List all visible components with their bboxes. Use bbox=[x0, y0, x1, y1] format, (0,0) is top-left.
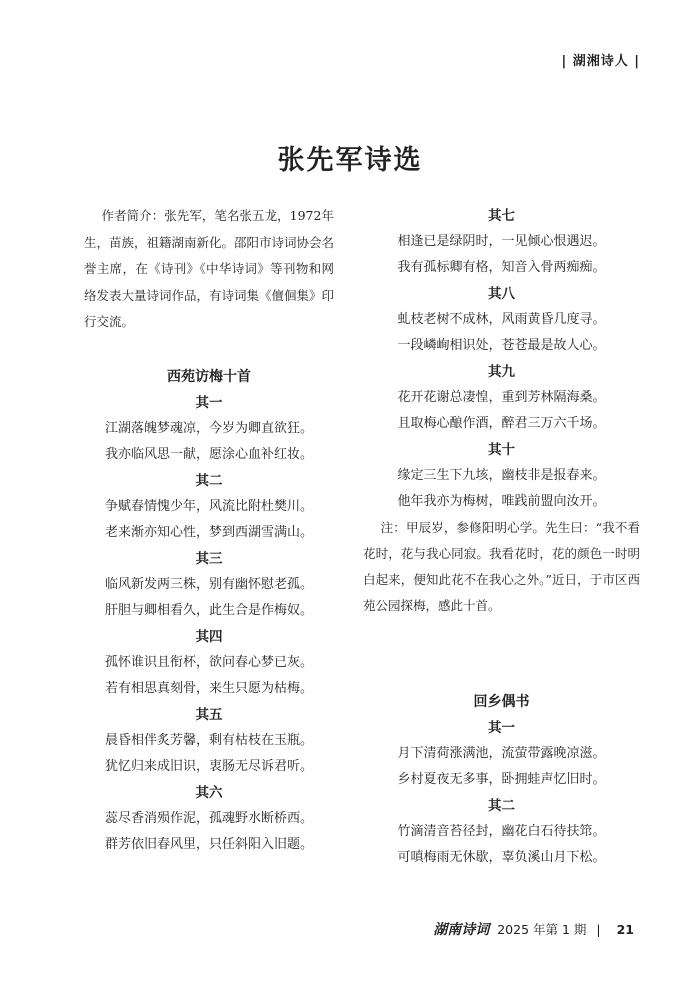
poem-line: 群芳依旧春风里，只任斜阳入旧题。 bbox=[104, 836, 313, 852]
right-column bbox=[363, 203, 640, 871]
series-title: 回乡偶书 bbox=[473, 694, 530, 710]
poem-line: 相逢已是绿阴时，一见倾心恨遇迟。 bbox=[397, 234, 606, 249]
poem-number: 其四 bbox=[195, 628, 223, 645]
poem-line: 犹忆归来成旧识，衷肠无尽诉君听。 bbox=[104, 758, 313, 774]
poem-line: 临风新发两三株，别有幽怀慰老孤。 bbox=[104, 576, 313, 592]
issue-label: 2025 年第 1 期 bbox=[497, 922, 587, 937]
author-intro-text: 作者简介：张先军，笔名张五龙，1972年生，苗族，祖籍湖南新化。邵阳市诗词协会名誉主席，在《诗刊》《中华诗词》等刊物和网络发表大量诗词作品，有诗词集《儃佪集》印行交流。 bbox=[84, 208, 335, 329]
left-column bbox=[84, 203, 334, 858]
series-title: 西苑访梅十首 bbox=[167, 368, 251, 385]
poem-line: 晨昏相伴炙芳馨，剩有枯枝在玉瓶。 bbox=[104, 732, 313, 748]
author-intro bbox=[84, 203, 334, 336]
footer-divider: | bbox=[596, 922, 601, 937]
poem-line: 我亦临风思一献，愿涂心血补红妆。 bbox=[104, 446, 313, 462]
poem-line: 乡村夏夜无多事，卧拥蛙声忆旧时。 bbox=[397, 772, 606, 787]
poem-line: 蕊尽香消殒作泥，孤魂野水断桥西。 bbox=[104, 810, 313, 826]
poem-line: 竹滴清音苔径封，幽花白石待扶筇。 bbox=[397, 824, 606, 839]
poem-line: 虬枝老树不成林，风雨黄昏几度寻。 bbox=[397, 312, 606, 327]
poem-number: 其一 bbox=[195, 394, 223, 411]
section-tag: | 湖湘诗人 | bbox=[561, 54, 640, 69]
poem-line: 且取梅心酿作酒，醉君三万六千场。 bbox=[397, 416, 606, 431]
poem-line: 肝胆与卿相看久，此生合是作梅奴。 bbox=[104, 602, 313, 618]
poem-line: 江湖落魄梦魂凉，今岁为卿直欲狂。 bbox=[104, 420, 313, 436]
poem-line: 花开花谢总凄惶，重到芳林隔海桑。 bbox=[397, 390, 606, 405]
magazine-logo: 湖南诗词 bbox=[433, 922, 490, 938]
poem-number: 其九 bbox=[488, 364, 515, 380]
page-footer bbox=[433, 919, 634, 939]
poem-line: 一段嶙峋相识处，苍苍最是故人心。 bbox=[397, 338, 606, 353]
poem-number: 其七 bbox=[488, 208, 515, 224]
poem-number: 其十 bbox=[488, 442, 515, 458]
poem-line: 争赋春情愧少年，风流比附杜樊川。 bbox=[104, 498, 313, 514]
poem-line: 他年我亦为梅树，唯践前盟向汝开。 bbox=[397, 494, 606, 509]
poem-note bbox=[363, 515, 640, 619]
poem-number: 其二 bbox=[195, 472, 223, 489]
page-title: 张先军诗选 bbox=[277, 145, 423, 176]
poem-number: 其三 bbox=[195, 550, 223, 567]
poem-line: 我有孤标卿有格，知音入骨两痴痴。 bbox=[397, 260, 606, 275]
poem-number: 其六 bbox=[195, 784, 223, 801]
poem-number: 其五 bbox=[195, 706, 223, 723]
page-number: 21 bbox=[616, 922, 634, 937]
poem-line: 孤怀谁识且衔杯，欲问春心梦已灰。 bbox=[104, 654, 313, 670]
poem-line: 月下清荷涨满池，流萤带露晚凉滋。 bbox=[397, 746, 606, 761]
poem-number: 其二 bbox=[488, 798, 515, 814]
poem-note-text: 注：甲辰岁，参修阳明心学。先生曰：“我不看花时，花与我心同寂。我看花时，花的颜色一时明白起来，便知此花不在我心之外。”近日，于市区西苑公园探梅，感此十首。 bbox=[363, 520, 640, 613]
poem-number: 其八 bbox=[488, 286, 515, 302]
poem-number: 其一 bbox=[488, 720, 515, 736]
poem-line: 缘定三生下九垓，幽枝非是报春来。 bbox=[397, 468, 606, 483]
poem-line: 老来渐亦知心性，梦到西湖雪满山。 bbox=[104, 524, 313, 540]
poem-line: 若有相思真刻骨，来生只愿为枯梅。 bbox=[104, 680, 313, 696]
poem-line: 可嗔梅雨无休歇，辜负溪山月下松。 bbox=[397, 850, 606, 865]
